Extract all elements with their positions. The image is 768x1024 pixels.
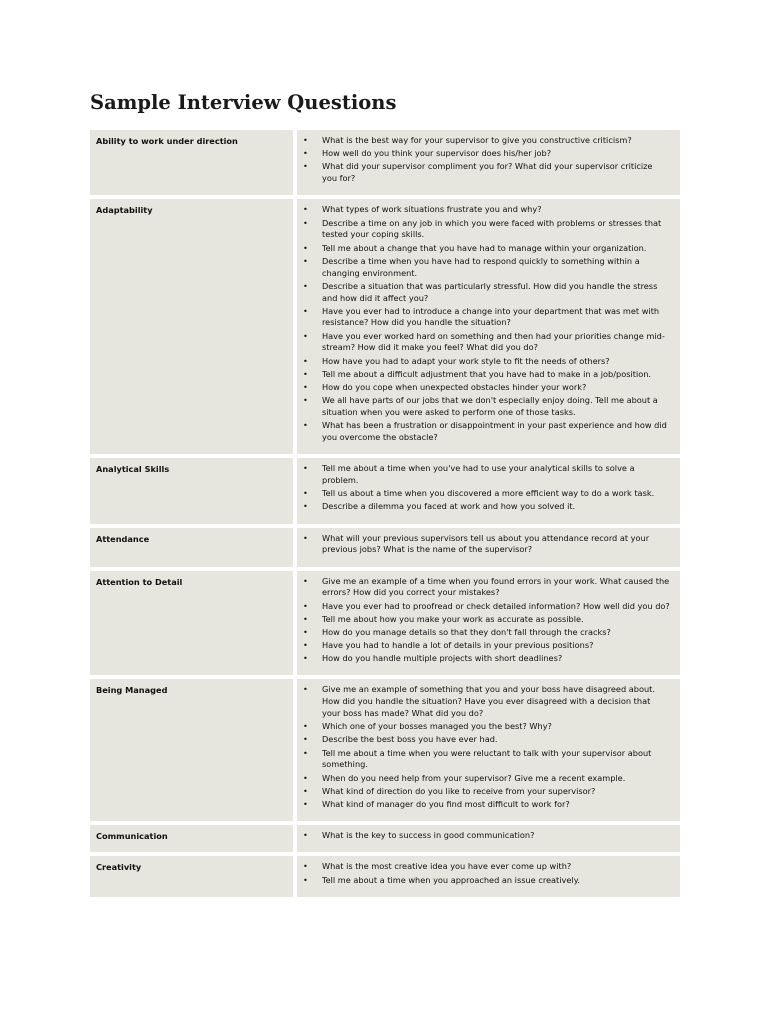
question-item: • Describe a dilemma you faced at work and how you solved it. bbox=[322, 501, 676, 513]
question-item: • What types of work situations frustrate you and why? bbox=[322, 204, 676, 216]
question-item: • Have you had to handle a lot of details in your previous positions? bbox=[322, 640, 676, 652]
question-item: • How have you had to adapt your work style to fit the needs of others? bbox=[322, 356, 676, 368]
question-item: • Tell us about a time when you discovered a more efficient way to do a work task. bbox=[322, 488, 676, 500]
table-row bbox=[90, 679, 680, 821]
category-label: Being Managed bbox=[90, 679, 297, 821]
question-list bbox=[303, 463, 676, 513]
question-item: • Have you ever had to introduce a change into your department that was met with resistance? How did you handle the situation? bbox=[322, 306, 676, 330]
questions-cell bbox=[297, 571, 680, 676]
table-row bbox=[90, 528, 680, 567]
question-list bbox=[303, 576, 676, 666]
question-item: • What is the key to success in good communication? bbox=[322, 830, 676, 842]
question-item: • What has been a frustration or disappointment in your past experience and how did you overcome the obstacle? bbox=[322, 420, 676, 444]
question-item: • Give me an example of something that you and your boss have disagreed about. How did you handle the situation? Have you ever disagreed with a decision that your boss has made? What did you do? bbox=[322, 684, 676, 719]
category-label: Analytical Skills bbox=[90, 458, 297, 523]
questions-cell bbox=[297, 199, 680, 454]
category-label: Adaptability bbox=[90, 199, 297, 454]
question-item: • Have you ever had to proofread or check detailed information? How well did you do? bbox=[322, 601, 676, 613]
table-row bbox=[90, 571, 680, 676]
question-item: • Tell me about a time when you approached an issue creatively. bbox=[322, 875, 676, 887]
question-item: • Describe a time on any job in which you were faced with problems or stresses that tested your coping skills. bbox=[322, 218, 676, 242]
question-item: • What kind of direction do you like to receive from your supervisor? bbox=[322, 786, 676, 798]
question-item: • Tell me about a change that you have had to manage within your organization. bbox=[322, 243, 676, 255]
questions-cell bbox=[297, 679, 680, 821]
questions-cell bbox=[297, 825, 680, 852]
question-item: • When do you need help from your supervisor? Give me a recent example. bbox=[322, 773, 676, 785]
question-item: • How well do you think your supervisor does his/her job? bbox=[322, 148, 676, 160]
question-list bbox=[303, 135, 676, 185]
category-label: Attention to Detail bbox=[90, 571, 297, 676]
table-row bbox=[90, 825, 680, 852]
question-item: • How do you handle multiple projects with short deadlines? bbox=[322, 653, 676, 665]
question-item: • Describe a time when you have had to respond quickly to something within a changing environment. bbox=[322, 256, 676, 280]
questions-table bbox=[90, 126, 680, 901]
question-item: • Tell me about a time when you were reluctant to talk with your supervisor about something. bbox=[322, 748, 676, 772]
question-item: • Have you ever worked hard on something and then had your priorities change mid-stream? How did it make you feel? What did you do? bbox=[322, 331, 676, 355]
question-item: • Describe a situation that was particularly stressful. How did you handle the stress and how did it affect you? bbox=[322, 281, 676, 305]
questions-cell bbox=[297, 458, 680, 523]
question-list bbox=[303, 830, 676, 842]
question-item: • We all have parts of our jobs that we don't especially enjoy doing. Tell me about a situation when you were asked to perform one of those tasks. bbox=[322, 395, 676, 419]
question-item: • How do you manage details so that they don't fall through the cracks? bbox=[322, 627, 676, 639]
questions-cell bbox=[297, 856, 680, 896]
table-row bbox=[90, 856, 680, 896]
question-item: • What will your previous supervisors tell us about you attendance record at your previous jobs? What is the name of the supervisor? bbox=[322, 533, 676, 557]
category-label: Communication bbox=[90, 825, 297, 852]
question-item: • Which one of your bosses managed you the best? Why? bbox=[322, 721, 676, 733]
table-row bbox=[90, 458, 680, 523]
questions-cell bbox=[297, 528, 680, 567]
question-item: • Give me an example of a time when you found errors in your work. What caused the errors? How did you correct your mistakes? bbox=[322, 576, 676, 600]
question-item: • What kind of manager do you find most difficult to work for? bbox=[322, 799, 676, 811]
questions-cell bbox=[297, 130, 680, 195]
table-row bbox=[90, 199, 680, 454]
page-title: Sample Interview Questions bbox=[90, 91, 397, 114]
question-list bbox=[303, 533, 676, 557]
category-label: Ability to work under direction bbox=[90, 130, 297, 195]
questions-table-body bbox=[90, 130, 680, 897]
table-row bbox=[90, 130, 680, 195]
question-item: • Describe the best boss you have ever had. bbox=[322, 734, 676, 746]
question-list bbox=[303, 684, 676, 810]
question-item: • What did your supervisor compliment you for? What did your supervisor criticize you for? bbox=[322, 161, 676, 185]
question-item: • How do you cope when unexpected obstacles hinder your work? bbox=[322, 382, 676, 394]
question-list bbox=[303, 204, 676, 443]
category-label: Creativity bbox=[90, 856, 297, 896]
question-item: • Tell me about a time when you've had to use your analytical skills to solve a problem. bbox=[322, 463, 676, 487]
category-label: Attendance bbox=[90, 528, 297, 567]
question-item: • What is the most creative idea you have ever come up with? bbox=[322, 861, 676, 873]
question-item: • Tell me about how you make your work as accurate as possible. bbox=[322, 614, 676, 626]
question-item: • Tell me about a difficult adjustment that you have had to make in a job/position. bbox=[322, 369, 676, 381]
question-item: • What is the best way for your supervisor to give you constructive criticism? bbox=[322, 135, 676, 147]
question-list bbox=[303, 861, 676, 886]
